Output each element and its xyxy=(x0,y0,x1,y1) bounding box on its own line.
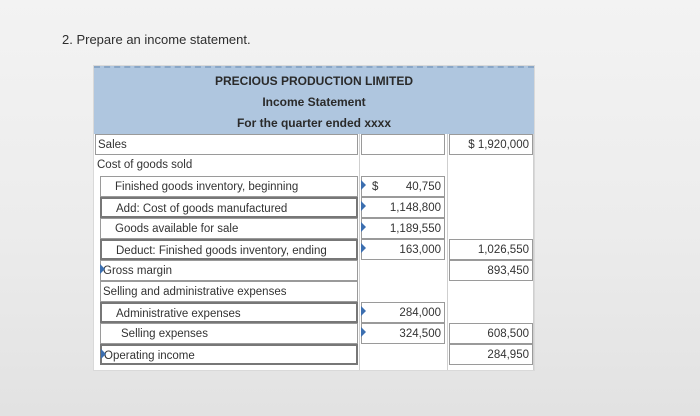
sales-col2[interactable] xyxy=(361,134,445,155)
statement-header xyxy=(94,66,534,134)
admin-label[interactable]: Administrative expenses xyxy=(100,302,358,323)
question-text: 2. Prepare an income statement. xyxy=(62,32,251,47)
admin-amount[interactable]: 284,000 xyxy=(361,302,445,323)
fg-begin-amount-field[interactable] xyxy=(361,176,445,197)
table-row xyxy=(94,134,534,155)
sales-label[interactable]: Sales xyxy=(95,134,358,155)
fg-begin-amount: 40,750 xyxy=(405,181,441,193)
gafs-amount[interactable]: 1,189,550 xyxy=(361,218,445,239)
table-row xyxy=(94,260,534,281)
gafs-label[interactable]: Goods available for sale xyxy=(100,218,358,239)
sae-total[interactable]: 608,500 xyxy=(449,323,533,344)
table-row xyxy=(94,218,534,239)
operating-income-amount[interactable]: 284,950 xyxy=(449,344,533,365)
cogs-total[interactable]: 1,026,550 xyxy=(449,239,533,260)
sae-label[interactable]: Selling and administrative expenses xyxy=(100,281,358,302)
table-row xyxy=(94,239,534,260)
table-row xyxy=(94,344,534,365)
table-row xyxy=(94,176,534,197)
fg-end-label[interactable]: Deduct: Finished goods inventory, ending xyxy=(100,239,358,260)
cogs-label: Cost of goods sold xyxy=(97,159,193,171)
table-row xyxy=(94,323,534,344)
fg-begin-label[interactable]: Finished goods inventory, beginning xyxy=(100,176,358,197)
fg-end-amount[interactable]: 163,000 xyxy=(361,239,445,260)
add-cgm-amount[interactable]: 1,148,800 xyxy=(361,197,445,218)
selling-amount[interactable]: 324,500 xyxy=(361,323,445,344)
selling-label[interactable]: Selling expenses xyxy=(100,323,358,344)
add-cgm-label[interactable]: Add: Cost of goods manufactured xyxy=(100,197,358,218)
gross-margin-amount[interactable]: 893,450 xyxy=(449,260,533,281)
table-row xyxy=(94,302,534,323)
operating-income-label[interactable]: Operating income xyxy=(100,344,358,365)
company-name: PRECIOUS PRODUCTION LIMITED xyxy=(214,74,413,88)
table-row xyxy=(94,281,534,302)
table-row xyxy=(94,197,534,218)
income-statement-sheet xyxy=(94,66,534,370)
statement-period: For the quarter ended xxxx xyxy=(236,116,392,130)
gross-margin-label[interactable]: Gross margin xyxy=(100,260,358,281)
statement-title: Income Statement xyxy=(262,95,366,109)
currency-sign: $ xyxy=(372,181,379,193)
sales-amount[interactable]: $ 1,920,000 xyxy=(449,134,533,155)
table-row xyxy=(94,155,534,176)
